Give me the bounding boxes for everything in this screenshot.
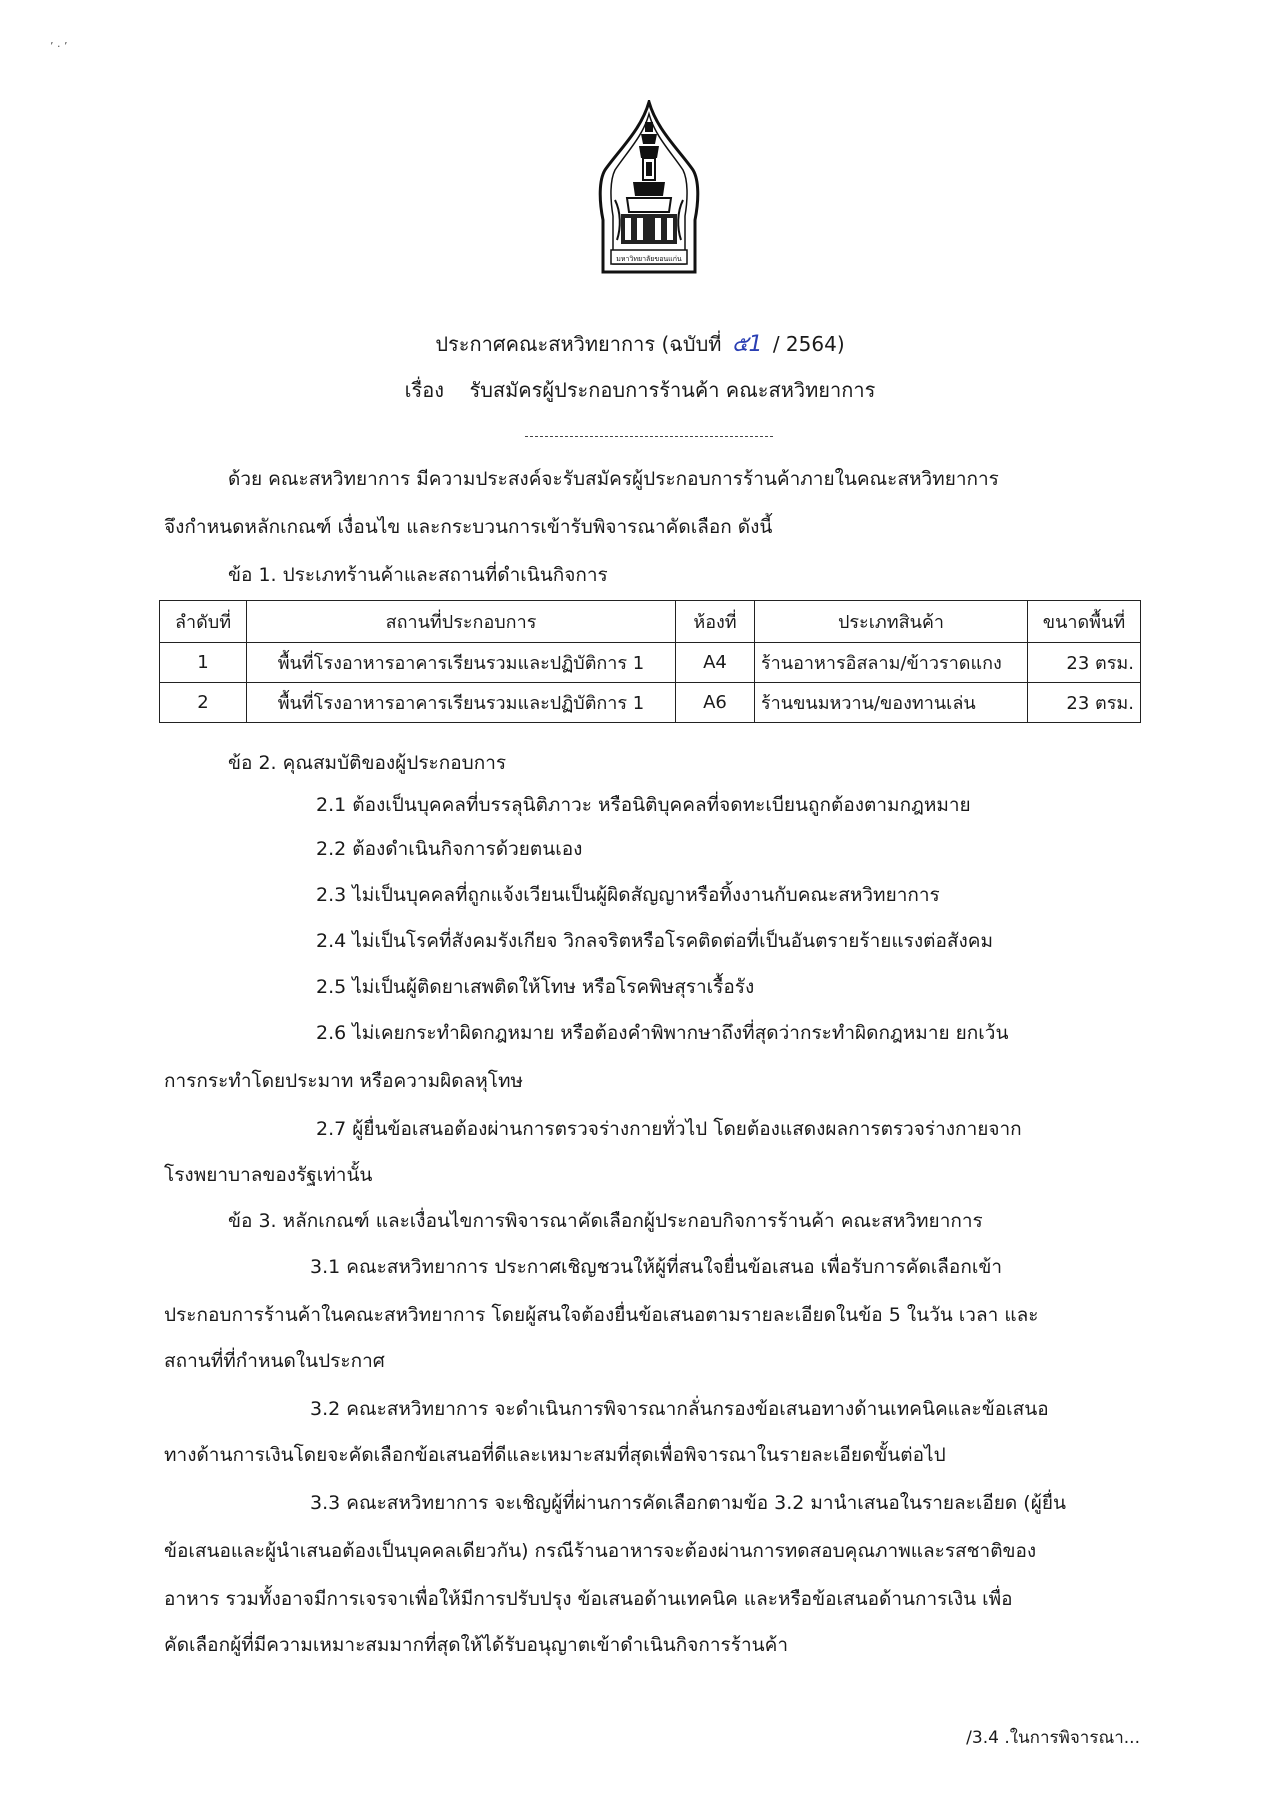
col-header-order: ลำดับที่: [160, 601, 247, 643]
qualification-item-7-line-1: 2.7 ผู้ยื่นข้อเสนอต้องผ่านการตรวจร่างกายทั่วไป โดยต้องแสดงผลการตรวจร่างกายจาก: [316, 1118, 1022, 1140]
cell-product-type: ร้านอาหารอิสลาม/ข้าวราดแกง: [755, 643, 1028, 683]
cell-location: พื้นที่โรงอาหารอาคารเรียนรวมและปฏิบัติการ 1: [247, 643, 676, 683]
qualification-item-6-line-1: 2.6 ไม่เคยกระทำผิดกฎหมาย หรือต้องคำพิพากษาถึงที่สุดว่ากระทำผิดกฎหมาย ยกเว้น: [316, 1022, 1009, 1044]
col-header-room: ห้องที่: [676, 601, 755, 643]
criteria-3-3-line-4: คัดเลือกผู้ที่มีความเหมาะสมมากที่สุดให้ได้รับอนุญาตเข้าดำเนินกิจการร้านค้า: [164, 1634, 788, 1656]
criteria-3-3-line-1: 3.3 คณะสหวิทยาการ จะเชิญผู้ที่ผ่านการคัดเลือกตามข้อ 3.2 มานำเสนอในรายละเอียด (ผู้ยื่น: [310, 1492, 1066, 1514]
title-suffix: / 2564): [772, 332, 845, 356]
table-header-row: [160, 601, 1141, 643]
title-divider: [525, 436, 773, 437]
scan-artifact: ’ · ’: [50, 40, 68, 53]
cell-room: A4: [676, 643, 755, 683]
qualification-item: 2.3 ไม่เป็นบุคคลที่ถูกแจ้งเวียนเป็นผู้ผิดสัญญาหรือทิ้งงานกับคณะสหวิทยาการ: [316, 884, 940, 906]
cell-room: A6: [676, 683, 755, 723]
criteria-3-3-line-2: ข้อเสนอและผู้นำเสนอต้องเป็นบุคคลเดียวกัน) กรณีร้านอาหารจะต้องผ่านการทดสอบคุณภาพและรสชาติของ: [164, 1540, 1037, 1562]
criteria-3-1-line-1: 3.1 คณะสหวิทยาการ ประกาศเชิญชวนให้ผู้ที่สนใจยื่นข้อเสนอ เพื่อรับการคัดเลือกเข้า: [310, 1256, 1002, 1278]
qualification-item: 2.2 ต้องดำเนินกิจการด้วยตนเอง: [316, 838, 583, 860]
cell-order: 2: [160, 683, 247, 723]
criteria-3-2-line-1: 3.2 คณะสหวิทยาการ จะดำเนินการพิจารณากลั่นกรองข้อเสนอทางด้านเทคนิคและข้อเสนอ: [310, 1398, 1049, 1420]
intro-line-1: ด้วย คณะสหวิทยาการ มีความประสงค์จะรับสมัครผู้ประกอบการร้านค้าภายในคณะสหวิทยาการ: [228, 468, 999, 490]
criteria-3-1-line-3: สถานที่ที่กำหนดในประกาศ: [164, 1350, 385, 1372]
qualification-item: 2.1 ต้องเป็นบุคคลที่บรรลุนิติภาวะ หรือนิติบุคคลที่จดทะเบียนถูกต้องตามกฎหมาย: [316, 794, 971, 816]
cell-product-type: ร้านขนมหวาน/ของทานเล่น: [755, 683, 1028, 723]
seal-caption: มหาวิทยาลัยขอนแก่น: [616, 255, 682, 263]
cell-order: 1: [160, 643, 247, 683]
criteria-3-2-line-2: ทางด้านการเงินโดยจะคัดเลือกข้อเสนอที่ดีและเหมาะสมที่สุดเพื่อพิจารณาในรายละเอียดขั้นต่อไป: [164, 1444, 946, 1466]
subject-label: เรื่อง: [404, 378, 445, 402]
table-row: [160, 643, 1141, 683]
qualification-item: 2.4 ไม่เป็นโรคที่สังคมรังเกียจ วิกลจริตหรือโรคติดต่อที่เป็นอันตรายร้ายแรงต่อสังคม: [316, 930, 994, 952]
cell-location: พื้นที่โรงอาหารอาคารเรียนรวมและปฏิบัติการ 1: [247, 683, 676, 723]
qualification-item-6-line-2: การกระทำโดยประมาท หรือความผิดลหุโทษ: [164, 1070, 523, 1092]
qualification-item-7-line-2: โรงพยาบาลของรัฐเท่านั้น: [164, 1164, 373, 1186]
cell-area-size: 23 ตรม.: [1028, 643, 1141, 683]
shop-table: [159, 600, 1141, 723]
handwritten-number: ๕1: [731, 332, 763, 357]
announcement-subject: [0, 376, 1280, 404]
col-header-product-type: ประเภทสินค้า: [755, 601, 1028, 643]
subject-text: รับสมัครผู้ประกอบการร้านค้า คณะสหวิทยาการ: [469, 378, 876, 402]
cell-area-size: 23 ตรม.: [1028, 683, 1141, 723]
col-header-area-size: ขนาดพื้นที่: [1028, 601, 1141, 643]
criteria-3-1-line-2: ประกอบการร้านค้าในคณะสหวิทยาการ โดยผู้สนใจต้องยื่นข้อเสนอตามรายละเอียดในข้อ 5 ในวัน เวลา และ: [164, 1304, 1039, 1326]
section-3-heading: ข้อ 3. หลักเกณฑ์ และเงื่อนไขการพิจารณาคัดเลือกผู้ประกอบกิจการร้านค้า คณะสหวิทยาการ: [228, 1210, 983, 1232]
section-2-heading: ข้อ 2. คุณสมบัติของผู้ประกอบการ: [228, 752, 507, 774]
qualification-item: 2.5 ไม่เป็นผู้ติดยาเสพติดให้โทษ หรือโรคพิษสุราเรื้อรัง: [316, 976, 755, 998]
col-header-location: สถานที่ประกอบการ: [247, 601, 676, 643]
section-1-heading: ข้อ 1. ประเภทร้านค้าและสถานที่ดำเนินกิจการ: [228, 564, 608, 586]
criteria-3-3-line-3: อาหาร รวมทั้งอาจมีการเจรจาเพื่อให้มีการปรับปรุง ข้อเสนอด้านเทคนิค และหรือข้อเสนอด้านการเงิน เพื่อ: [164, 1588, 1013, 1610]
announcement-title: [0, 330, 1280, 359]
intro-line-2: จึงกำหนดหลักเกณฑ์ เงื่อนไข และกระบวนการเข้ารับพิจารณาคัดเลือก ดังนี้: [164, 516, 773, 538]
page-continuation: /3.4 .ในการพิจารณา...: [966, 1728, 1140, 1748]
title-prefix: ประกาศคณะสหวิทยาการ (ฉบับที่: [435, 332, 722, 356]
university-seal-icon: [597, 100, 701, 276]
table-row: [160, 683, 1141, 723]
